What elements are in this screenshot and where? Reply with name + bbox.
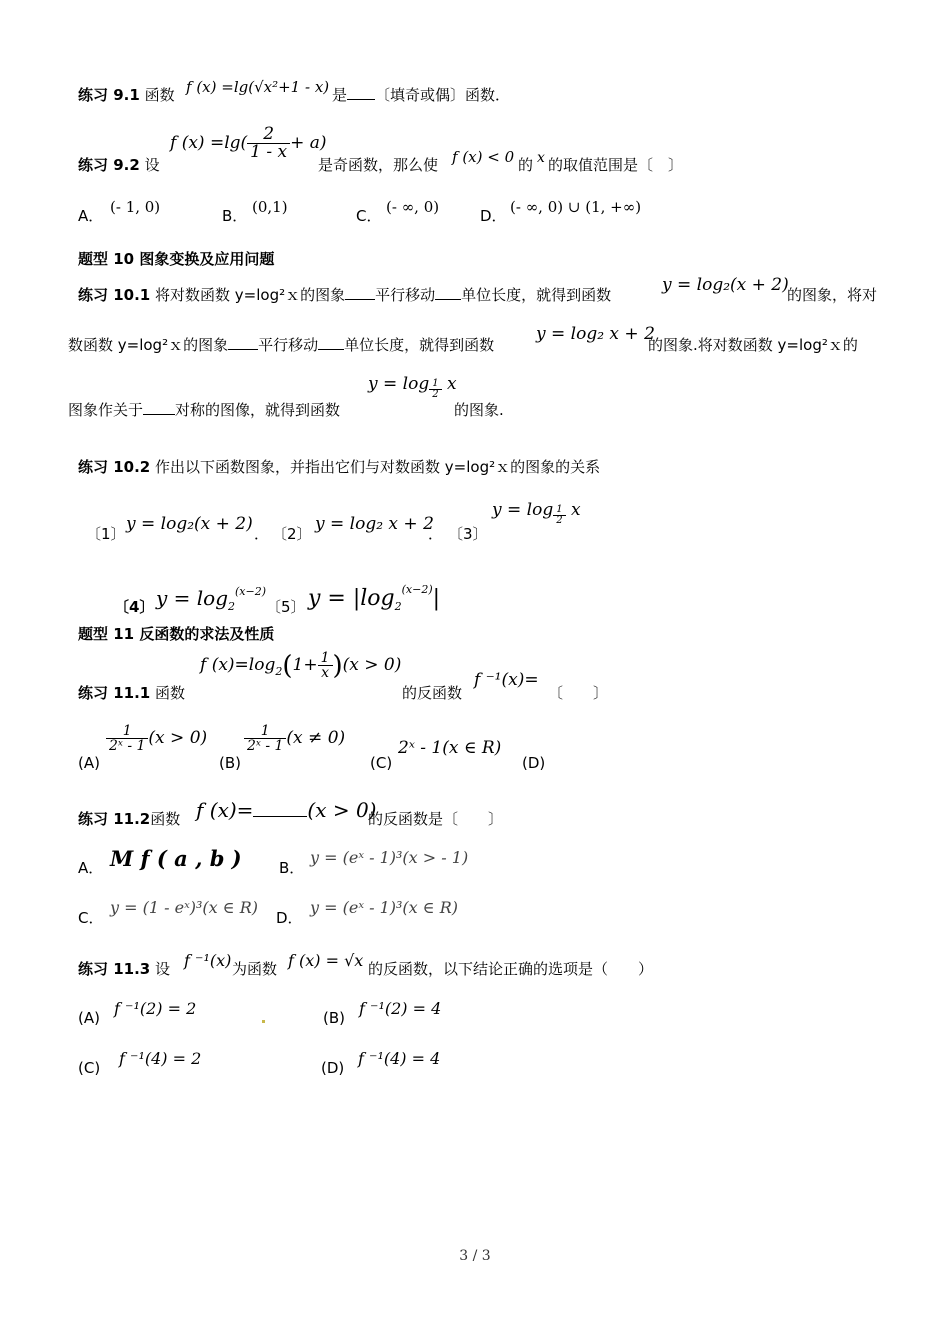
text: 平行移动 — [258, 336, 319, 354]
text: 图象作关于 — [68, 401, 144, 419]
paren: ( — [282, 651, 293, 681]
formula: y = log₂ x + 2 — [536, 324, 655, 344]
exercise-9-1 — [78, 88, 175, 103]
option-a-value: M f ( a , b ) — [110, 846, 242, 871]
log-base-fraction — [553, 505, 565, 526]
exercise-10-1-line2 — [68, 338, 494, 353]
text: 的图象. — [454, 401, 504, 419]
numerator: 1 — [553, 505, 565, 516]
option-d-value: y = (eˣ - 1)³(x ∈ R) — [310, 898, 458, 917]
page-number: 3 / 3 — [459, 1248, 491, 1264]
option-key: D． — [480, 207, 507, 225]
formula-part: + a) — [290, 133, 327, 153]
text: 将对数函数 y=log²ｘ的图象 — [155, 286, 346, 304]
option-b-value — [244, 724, 345, 753]
answer-blank[interactable] — [318, 349, 344, 350]
text: 函数 — [150, 810, 181, 828]
formula-part: y = |log — [308, 586, 395, 611]
text: 〔填奇或偶〕函数． — [375, 86, 511, 104]
separator: ． — [254, 525, 270, 543]
exercise-label: 练习 11.3 — [78, 960, 151, 978]
text: 的反函数，以下结论正确的选项是（ ） — [368, 960, 654, 978]
exercise-label: 练习 10.2 — [78, 458, 151, 476]
subscript: 2 — [228, 600, 236, 613]
formula-part: | — [432, 586, 441, 611]
option-c-value: 2ˣ - 1(x ∈ R) — [398, 738, 502, 758]
option-a[interactable]: (A) — [78, 1009, 100, 1027]
formula: f (x) =lg(√x²+1 - x) — [186, 78, 330, 96]
option-a-value: (- 1, 0) — [110, 198, 161, 216]
option-d[interactable]: D． — [276, 909, 303, 927]
option-a[interactable]: (A) — [78, 754, 100, 772]
formula — [196, 800, 377, 820]
exercise-label: 练习 10.1 — [78, 286, 151, 304]
denominator: 2 — [432, 389, 439, 400]
denominator: 2ˣ - 1 — [247, 738, 284, 754]
text: 对称的图像，就得到函数 — [175, 401, 341, 419]
option-d[interactable]: (D) — [522, 754, 546, 772]
item-key: 〔2〕 — [272, 525, 312, 543]
superscript: (x−2) — [235, 585, 267, 598]
numerator: 1 — [318, 651, 333, 666]
item-key: 〔3〕 — [448, 525, 488, 543]
text: 的反函数是〔 〕 — [368, 810, 504, 828]
fraction — [244, 724, 286, 753]
numerator: 1 — [429, 379, 441, 390]
item-key: 〔4〕 — [114, 598, 155, 616]
formula: y = log₂ x + 2 — [315, 514, 434, 534]
option-d-value: f ⁻¹(4) = 4 — [358, 1049, 441, 1068]
formula: f (x) < 0 — [452, 148, 515, 166]
text: 函数 — [155, 684, 186, 702]
formula-part: 1+ — [292, 655, 318, 675]
answer-blank[interactable] — [143, 414, 175, 415]
option-a-value — [106, 724, 207, 753]
formula — [156, 586, 266, 612]
formula — [200, 651, 401, 680]
formula — [368, 376, 457, 400]
formula-part: (x > 0) — [148, 728, 208, 748]
exercise-label: 练习 11.2 — [78, 810, 151, 828]
text: 设 — [144, 156, 160, 174]
option-c[interactable]: C． — [78, 909, 104, 927]
formula — [492, 502, 581, 526]
formula-part: f (x)= — [196, 798, 254, 822]
denominator: 1 - x — [250, 142, 288, 162]
formula-part: y = log — [156, 586, 229, 610]
option-d[interactable]: (D) — [321, 1059, 345, 1077]
exercise-label: 练习 9.2 — [78, 156, 140, 174]
section-title: 题型 11 反函数的求法及性质 — [78, 625, 275, 643]
option-b-value: y = (eˣ - 1)³(x > - 1) — [310, 848, 469, 867]
fraction — [106, 724, 148, 753]
exercise-9-2 — [78, 158, 160, 173]
formula-part: (x > 0) — [307, 798, 377, 822]
text: 是 — [332, 86, 348, 104]
exercise-label: 练习 11.1 — [78, 684, 151, 702]
denominator: 2ˣ - 1 — [109, 738, 146, 754]
text: 作出以下函数图象，并指出它们与对数函数 y=log²ｘ的图象的关系 — [155, 458, 601, 476]
fraction — [247, 126, 290, 161]
denominator: x — [321, 665, 329, 681]
option-b[interactable]: B． — [279, 859, 305, 877]
text: 的反函数 — [402, 684, 463, 702]
option-b[interactable]: (B) — [323, 1009, 345, 1027]
text: 单位长度，就得到函数 — [461, 286, 612, 304]
formula-part: (x > 0) — [342, 655, 402, 675]
option-b[interactable] — [222, 209, 247, 224]
formula-part: f (x) =lg( — [170, 133, 248, 153]
text: 单位长度，就得到函数 — [344, 336, 495, 354]
numerator: 2 — [247, 126, 290, 144]
answer-blank[interactable] — [345, 299, 375, 300]
formula — [170, 126, 327, 161]
option-a-value: f ⁻¹(2) = 2 — [114, 999, 197, 1018]
formula-var: x — [447, 374, 457, 394]
formula-part: f (x)=log — [200, 655, 276, 675]
option-b-value: (0,1) — [252, 198, 288, 216]
exercise-11-1 — [78, 686, 185, 701]
exercise-label: 练习 9.1 — [78, 86, 140, 104]
fraction — [318, 651, 333, 680]
formula-part: (x ≠ 0) — [286, 728, 346, 748]
option-b-value: f ⁻¹(2) = 4 — [359, 999, 442, 1018]
option-a[interactable] — [78, 209, 103, 224]
answer-blank[interactable] — [228, 349, 258, 350]
option-d-value: (- ∞, 0) ∪ (1, +∞) — [510, 198, 642, 216]
subscript: 2 — [394, 600, 402, 613]
text: 函数 — [144, 86, 175, 104]
text: 设 — [155, 960, 171, 978]
option-key: B． — [222, 207, 248, 225]
exercise-10-1-line3 — [68, 403, 340, 418]
formula-part: y = log — [492, 500, 554, 520]
option-c-value: f ⁻¹(4) = 2 — [119, 1049, 202, 1068]
variable: x — [537, 150, 545, 166]
text: 的图象，将对 — [787, 286, 878, 304]
formula: f ⁻¹(x)= — [474, 670, 539, 690]
option-b[interactable]: (B) — [219, 754, 241, 772]
log-base-fraction — [429, 379, 441, 400]
option-key: C． — [356, 207, 382, 225]
exercise-10-1-line1 — [78, 288, 611, 303]
formula: f (x) = √x — [288, 951, 364, 970]
answer-blank[interactable] — [347, 99, 375, 100]
option-d[interactable] — [480, 209, 507, 224]
subscript: 2 — [275, 665, 283, 678]
text: 的 — [518, 156, 534, 174]
section-title: 题型 10 图象变换及应用问题 — [78, 250, 275, 268]
option-c[interactable]: (C) — [78, 1059, 101, 1077]
item-key: 〔5〕 — [266, 598, 306, 616]
option-c[interactable]: (C) — [370, 754, 393, 772]
exercise-9-1-tail — [332, 88, 510, 103]
option-key: A． — [78, 207, 104, 225]
exercise-11-3 — [78, 962, 170, 977]
text: 的图象.将对数函数 y=log²ｘ的 — [648, 336, 858, 354]
numerator: 1 — [106, 724, 148, 739]
separator: ． — [428, 525, 444, 543]
text: 是奇函数，那么使 — [318, 156, 439, 174]
text: 数函数 y=log²ｘ的图象 — [68, 336, 229, 354]
superscript: (x−2) — [401, 583, 433, 596]
option-a[interactable]: A． — [78, 859, 104, 877]
text: 〔 〕 — [548, 684, 609, 702]
item-key: 〔1〕 — [86, 525, 126, 543]
exercise-11-2 — [78, 812, 180, 827]
answer-blank[interactable] — [253, 816, 307, 817]
exercise-10-2 — [78, 460, 600, 475]
option-c-value: (- ∞, 0) — [386, 198, 440, 216]
numerator: 1 — [244, 724, 286, 739]
formula: f ⁻¹(x) — [184, 951, 232, 970]
answer-blank[interactable] — [435, 299, 461, 300]
formula: y = log₂(x + 2) — [126, 514, 253, 534]
paren: ) — [332, 651, 343, 681]
formula-var: x — [571, 500, 581, 520]
text: 为函数 — [232, 960, 278, 978]
formula — [308, 584, 440, 612]
denominator: 2 — [556, 515, 563, 526]
formula-part: y = log — [368, 374, 430, 394]
text: 的取值范围是〔 〕 — [548, 156, 684, 174]
stray-mark — [262, 1020, 265, 1023]
option-c-value: y = (1 - eˣ)³(x ∈ R) — [110, 898, 258, 917]
formula: y = log₂(x + 2) — [662, 275, 789, 295]
option-c[interactable] — [356, 209, 381, 224]
text: 平行移动 — [375, 286, 436, 304]
